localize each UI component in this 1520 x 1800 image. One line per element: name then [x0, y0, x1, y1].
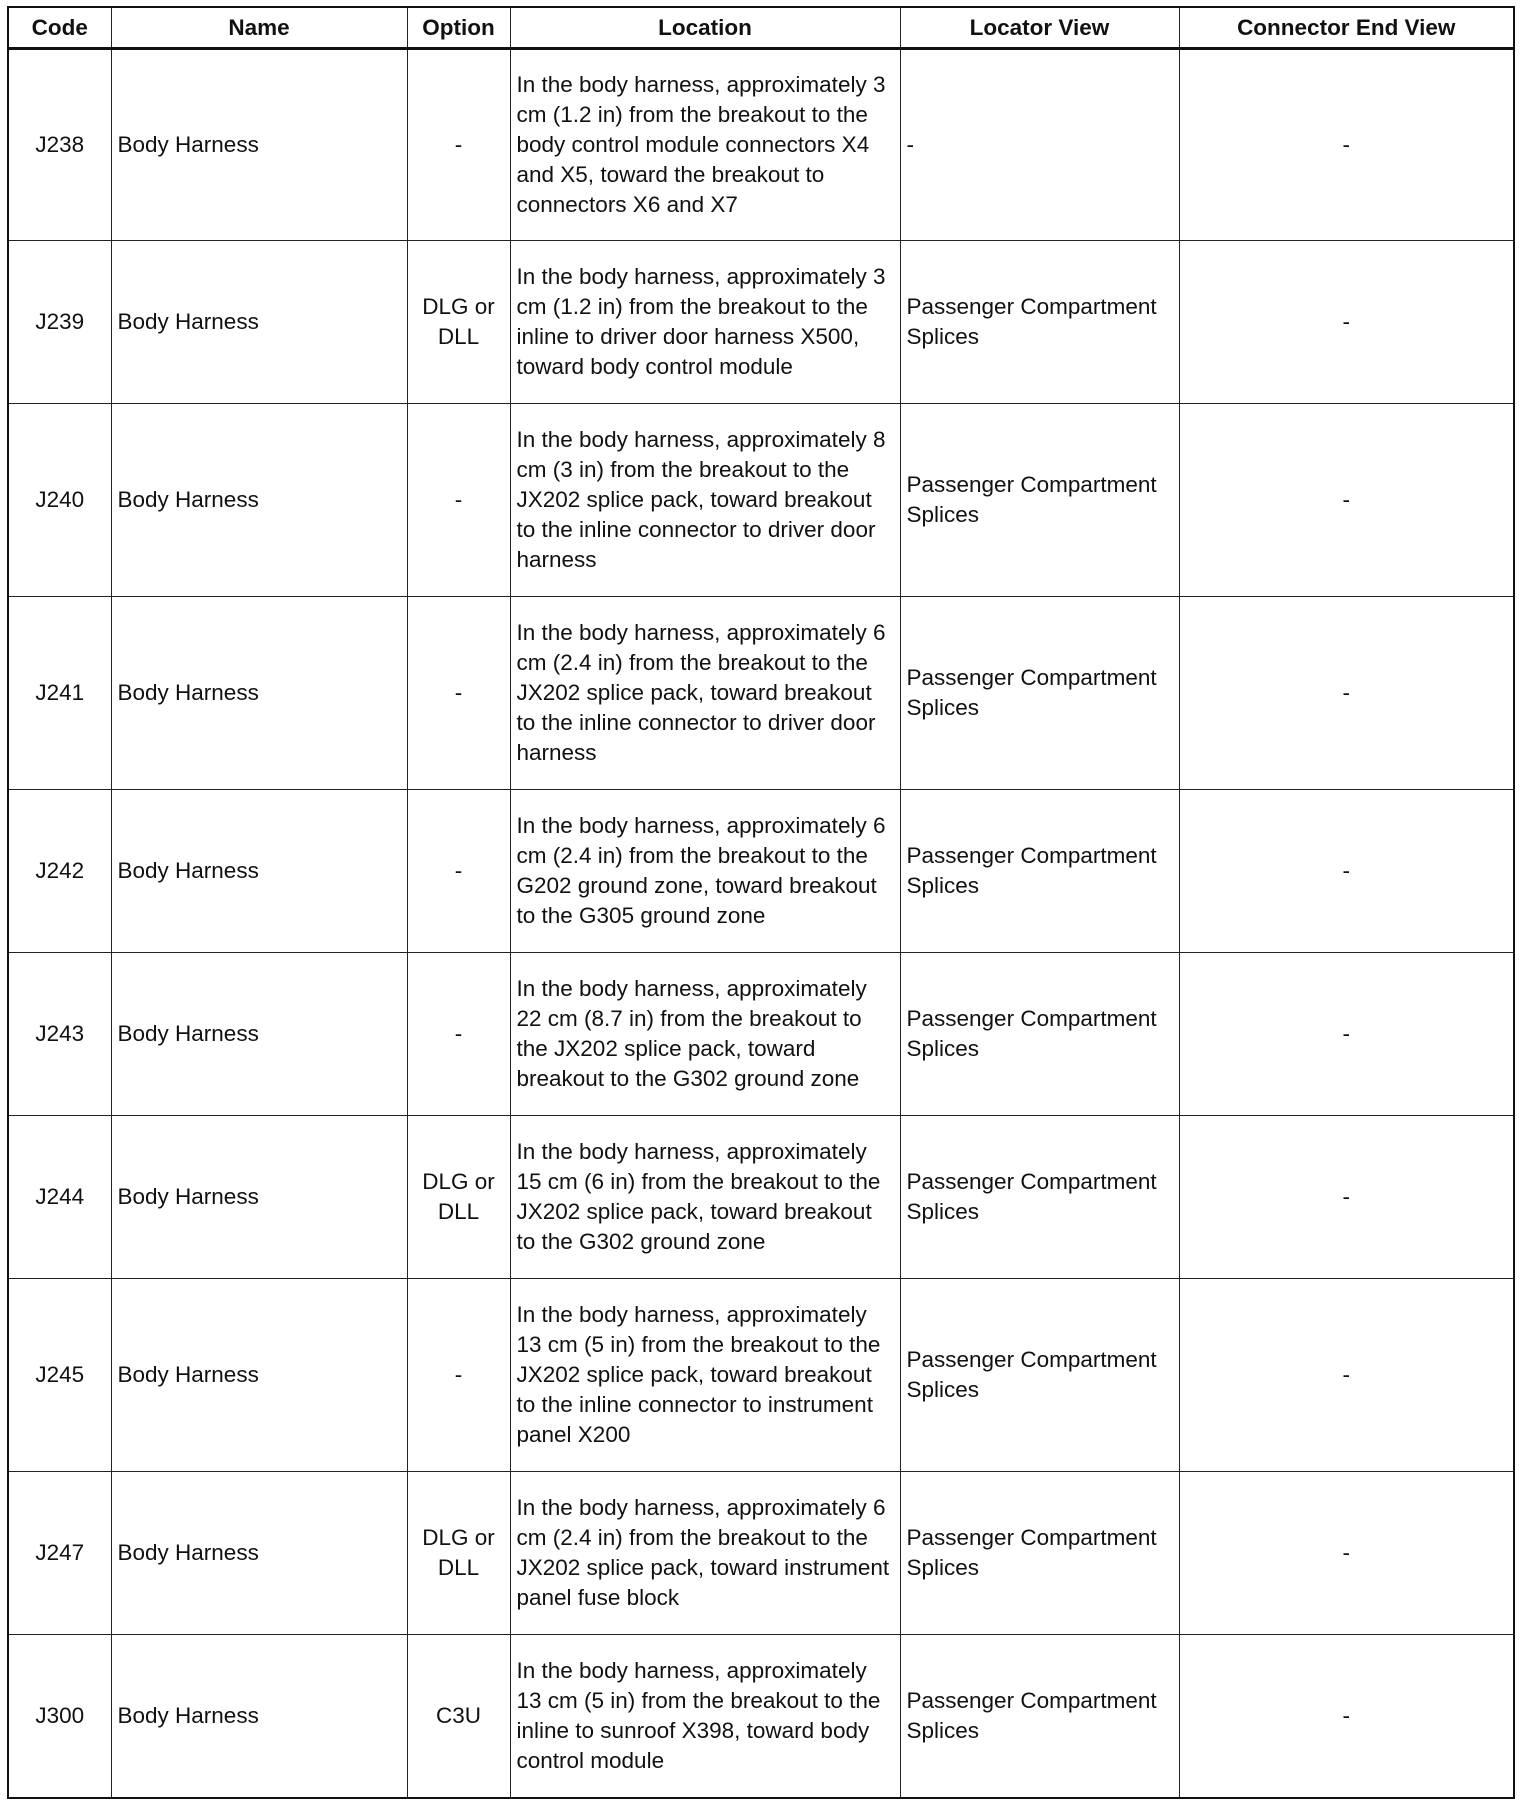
cell-option: DLG or DLL — [407, 1472, 510, 1635]
cell-connector-end-view: - — [1179, 49, 1514, 241]
table-row — [8, 49, 1514, 241]
splice-table — [7, 6, 1515, 1799]
cell-code: J245 — [8, 1279, 111, 1472]
cell-connector-end-view: - — [1179, 1472, 1514, 1635]
cell-connector-end-view: - — [1179, 597, 1514, 790]
cell-locator-view: Passenger Compartment Splices — [900, 404, 1179, 597]
cell-name: Body Harness — [111, 1279, 407, 1472]
cell-location: In the body harness, approximately 3 cm (1.2 in) from the breakout to the body control module connectors X4 and X5, toward the breakout to connectors X6 and X7 — [510, 49, 900, 241]
cell-location: In the body harness, approximately 6 cm (2.4 in) from the breakout to the JX202 splice pack, toward breakout to the inline connector to driver door harness — [510, 597, 900, 790]
cell-option: - — [407, 790, 510, 953]
cell-connector-end-view: - — [1179, 790, 1514, 953]
cell-name: Body Harness — [111, 404, 407, 597]
cell-locator-view: Passenger Compartment Splices — [900, 1279, 1179, 1472]
cell-connector-end-view: - — [1179, 1279, 1514, 1472]
table-row — [8, 241, 1514, 404]
cell-code: J240 — [8, 404, 111, 597]
cell-location: In the body harness, approximately 15 cm (6 in) from the breakout to the JX202 splice pack, toward breakout to the G302 ground zone — [510, 1116, 900, 1279]
cell-code: J300 — [8, 1635, 111, 1798]
cell-name: Body Harness — [111, 49, 407, 241]
header-location: Location — [510, 7, 900, 49]
header-option: Option — [407, 7, 510, 49]
cell-locator-view: Passenger Compartment Splices — [900, 790, 1179, 953]
header-name: Name — [111, 7, 407, 49]
table-row — [8, 790, 1514, 953]
cell-code: J243 — [8, 953, 111, 1116]
cell-locator-view: Passenger Compartment Splices — [900, 1635, 1179, 1798]
header-locator-view: Locator View — [900, 7, 1179, 49]
cell-option: DLG or DLL — [407, 1116, 510, 1279]
cell-locator-view: Passenger Compartment Splices — [900, 953, 1179, 1116]
cell-code: J247 — [8, 1472, 111, 1635]
header-code: Code — [8, 7, 111, 49]
table-row — [8, 1116, 1514, 1279]
cell-connector-end-view: - — [1179, 404, 1514, 597]
cell-code: J244 — [8, 1116, 111, 1279]
table-row — [8, 1279, 1514, 1472]
cell-locator-view: - — [900, 49, 1179, 241]
cell-name: Body Harness — [111, 1635, 407, 1798]
cell-location: In the body harness, approximately 8 cm (3 in) from the breakout to the JX202 splice pack, toward breakout to the inline connector to driver door harness — [510, 404, 900, 597]
cell-connector-end-view: - — [1179, 953, 1514, 1116]
cell-locator-view: Passenger Compartment Splices — [900, 1472, 1179, 1635]
table-row — [8, 1472, 1514, 1635]
cell-name: Body Harness — [111, 1116, 407, 1279]
cell-name: Body Harness — [111, 790, 407, 953]
cell-connector-end-view: - — [1179, 1635, 1514, 1798]
cell-name: Body Harness — [111, 241, 407, 404]
cell-code: J238 — [8, 49, 111, 241]
cell-location: In the body harness, approximately 13 cm (5 in) from the breakout to the JX202 splice pack, toward breakout to the inline connector to instrument panel X200 — [510, 1279, 900, 1472]
cell-location: In the body harness, approximately 3 cm (1.2 in) from the breakout to the inline to driver door harness X500, toward body control module — [510, 241, 900, 404]
cell-code: J239 — [8, 241, 111, 404]
cell-option: - — [407, 49, 510, 241]
cell-option: - — [407, 1279, 510, 1472]
table-body — [8, 49, 1514, 1798]
cell-locator-view: Passenger Compartment Splices — [900, 241, 1179, 404]
cell-name: Body Harness — [111, 953, 407, 1116]
cell-location: In the body harness, approximately 6 cm (2.4 in) from the breakout to the JX202 splice pack, toward instrument panel fuse block — [510, 1472, 900, 1635]
header-row — [8, 7, 1514, 49]
cell-option: DLG or DLL — [407, 241, 510, 404]
header-connector-end-view: Connector End View — [1179, 7, 1514, 49]
table-row — [8, 404, 1514, 597]
cell-locator-view: Passenger Compartment Splices — [900, 597, 1179, 790]
cell-connector-end-view: - — [1179, 1116, 1514, 1279]
cell-code: J241 — [8, 597, 111, 790]
cell-name: Body Harness — [111, 597, 407, 790]
cell-option: - — [407, 597, 510, 790]
table-row — [8, 1635, 1514, 1798]
table-header — [8, 7, 1514, 49]
cell-location: In the body harness, approximately 6 cm (2.4 in) from the breakout to the G202 ground zone, toward breakout to the G305 ground zone — [510, 790, 900, 953]
cell-location: In the body harness, approximately 13 cm (5 in) from the breakout to the inline to sunroof X398, toward body control module — [510, 1635, 900, 1798]
cell-option: - — [407, 953, 510, 1116]
cell-location: In the body harness, approximately 22 cm (8.7 in) from the breakout to the JX202 splice pack, toward breakout to the G302 ground zone — [510, 953, 900, 1116]
cell-locator-view: Passenger Compartment Splices — [900, 1116, 1179, 1279]
table-row — [8, 953, 1514, 1116]
cell-connector-end-view: - — [1179, 241, 1514, 404]
cell-code: J242 — [8, 790, 111, 953]
cell-option: - — [407, 404, 510, 597]
cell-option: C3U — [407, 1635, 510, 1798]
table-row — [8, 597, 1514, 790]
cell-name: Body Harness — [111, 1472, 407, 1635]
